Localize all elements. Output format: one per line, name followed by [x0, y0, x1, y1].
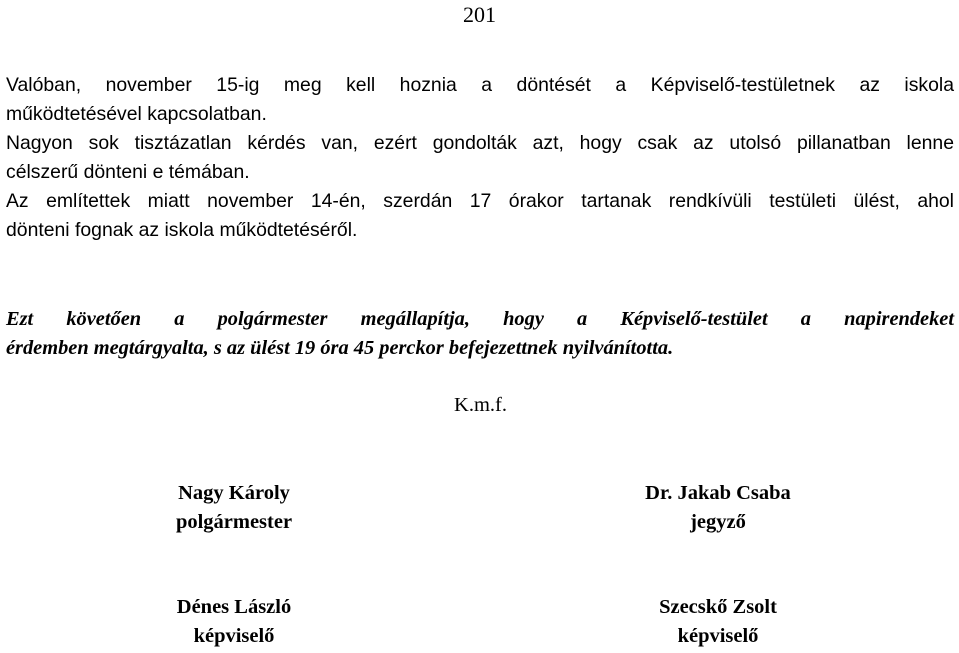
paragraph-line: Valóban, november 15-ig meg kell hoznia a döntését a Képviselő-testületnek az iskola: [6, 74, 954, 96]
paragraph-line: dönteni fognak az iskola működtetéséről.: [6, 219, 358, 241]
signatory-title: képviselő: [193, 625, 275, 647]
closing-line: érdemben megtárgyalta, s az ülést 19 óra 45 perckor befejezettnek nyilvánította.: [6, 337, 674, 359]
signatory-name: Nagy Károly: [178, 482, 290, 504]
main-paragraph: [6, 71, 954, 245]
paragraph-line: Nagyon sok tisztázatlan kérdés van, ezért gondolták azt, hogy csak az utolsó pillanatban lenne: [6, 132, 954, 154]
signatory-name: Dénes László: [176, 596, 292, 618]
signatory-title: jegyző: [690, 511, 746, 533]
closing-line: Ezt követően a polgármester megállapítja, hogy a Képviselő-testület a napirendeket: [6, 308, 954, 330]
signature-block-mayor: [74, 479, 394, 537]
paragraph-line: célszerű dönteni e témában.: [6, 161, 250, 183]
signature-block-representative-1: [74, 593, 394, 651]
signatory-title: polgármester: [175, 511, 293, 533]
paragraph-line: működtetésével kapcsolatban.: [6, 103, 267, 125]
page-number: 201: [463, 2, 496, 27]
closing-statement: [6, 305, 954, 363]
signatory-title: képviselő: [677, 625, 759, 647]
paragraph-line: Az említettek miatt november 14-én, szerdán 17 órakor tartanak rendkívüli testületi ülést, ahol: [6, 190, 954, 212]
kmf-label: K.m.f.: [454, 394, 507, 416]
signature-block-notary: [558, 479, 878, 537]
signatory-name: Dr. Jakab Csaba: [645, 482, 791, 504]
signatory-name: Szecskő Zsolt: [659, 596, 777, 618]
signature-block-representative-2: [558, 593, 878, 651]
